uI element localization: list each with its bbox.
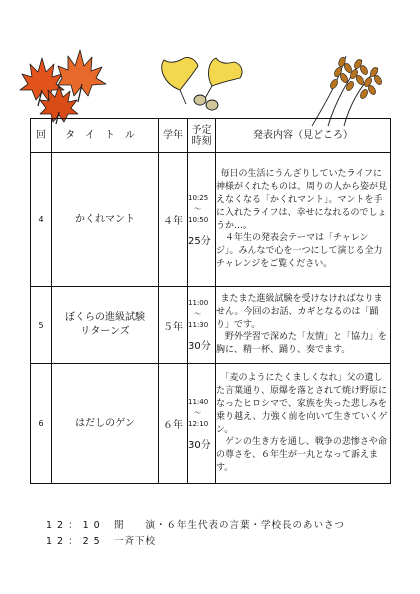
row-title-line1: かくれマント bbox=[75, 213, 135, 225]
time-end: 10:50 bbox=[188, 215, 209, 224]
row-title-line1: ぼくらの進級試験 bbox=[65, 312, 145, 323]
header-grade: 学年 bbox=[159, 119, 188, 153]
row-title bbox=[52, 287, 159, 364]
time-end: 11:30 bbox=[188, 321, 209, 329]
closing-text: 閉 演・６年生代表の言葉・学校長のあいさつ bbox=[114, 520, 346, 531]
row-num: 5 bbox=[31, 287, 52, 364]
program-table bbox=[30, 118, 391, 484]
header-title: タイトル bbox=[52, 119, 159, 153]
table-header-row bbox=[31, 119, 391, 153]
row-time bbox=[188, 364, 216, 484]
closing-text: 一斉下校 bbox=[114, 536, 157, 547]
time-start: 10:25 bbox=[188, 193, 209, 202]
table-row bbox=[31, 364, 391, 484]
closing-line-1 bbox=[46, 517, 345, 531]
ginkgo-leaves-icon bbox=[150, 50, 250, 112]
row-desc bbox=[216, 153, 391, 287]
time-end: 12:10 bbox=[188, 419, 209, 428]
time-duration: 30分 bbox=[188, 439, 211, 451]
row-time bbox=[188, 287, 216, 364]
row-num: 6 bbox=[31, 364, 52, 484]
row-num: 4 bbox=[31, 153, 52, 287]
header-time-line2: 時刻 bbox=[191, 135, 212, 147]
row-title bbox=[52, 364, 159, 484]
row-desc bbox=[216, 364, 391, 484]
table-row bbox=[31, 287, 391, 364]
desc-paragraph-1: 「麦のようにたくましくなれ」父の遺した言葉通り、原爆を落とされて焼け野原になったヒロシマで、家族を失った悲しみを乗り越え、力強く前を向いて生きていくゲン。 bbox=[216, 372, 388, 435]
time-start: 11:00 bbox=[188, 299, 209, 307]
closing-line-2 bbox=[46, 533, 156, 547]
row-desc bbox=[216, 287, 391, 364]
row-grade: ５年 bbox=[159, 287, 188, 364]
closing-time: 12：10 bbox=[46, 520, 105, 531]
time-tilde: ～ bbox=[194, 204, 201, 213]
table-row bbox=[31, 153, 391, 287]
header-desc: 発表内容（見どころ） bbox=[216, 119, 391, 153]
header-time-line1: 予定 bbox=[191, 124, 212, 136]
row-title bbox=[52, 153, 159, 287]
row-title-line2: リターンズ bbox=[80, 326, 130, 337]
desc-paragraph-1: またまた進級試験を受けなければなりません。今回のお話、カギとなるのは「踊り」です。 bbox=[216, 293, 383, 330]
header-num: 回 bbox=[31, 119, 52, 153]
row-time bbox=[188, 153, 216, 287]
time-duration: 25分 bbox=[188, 235, 211, 247]
desc-paragraph-2: 野外学習で深めた「友情」と「協力」を胸に、精一杯、踊り、奏でます。 bbox=[216, 332, 388, 356]
header-time bbox=[188, 119, 216, 153]
rice-ears-icon bbox=[302, 42, 388, 128]
time-duration: 30分 bbox=[188, 341, 211, 352]
desc-paragraph-1: 毎日の生活にうんざりしていたライフに神様がくれたものは、周りの人から姿が見えなくなる「かくれマント」。マントを手に入れたライフは、幸せになれるのでしょうか…。 bbox=[216, 168, 388, 231]
row-title-line1: はだしのゲン bbox=[75, 417, 135, 429]
row-grade: ４年 bbox=[159, 153, 188, 287]
time-tilde: ～ bbox=[194, 310, 201, 318]
closing-time: 12：25 bbox=[46, 536, 105, 547]
row-grade: ６年 bbox=[159, 364, 188, 484]
maple-leaves-icon bbox=[18, 44, 110, 126]
desc-paragraph-2: ゲンの生き方を通し、戦争の悲惨さや命の尊さを、６年生が一丸となって訴えます。 bbox=[216, 437, 387, 474]
time-start: 11:40 bbox=[188, 397, 209, 406]
time-tilde: ～ bbox=[194, 408, 201, 417]
desc-paragraph-2: ４年生の発表会テーマは「チャレンジ」。みんなで心を一つにして演じる全力チャレンジをご覧ください。 bbox=[216, 233, 383, 270]
